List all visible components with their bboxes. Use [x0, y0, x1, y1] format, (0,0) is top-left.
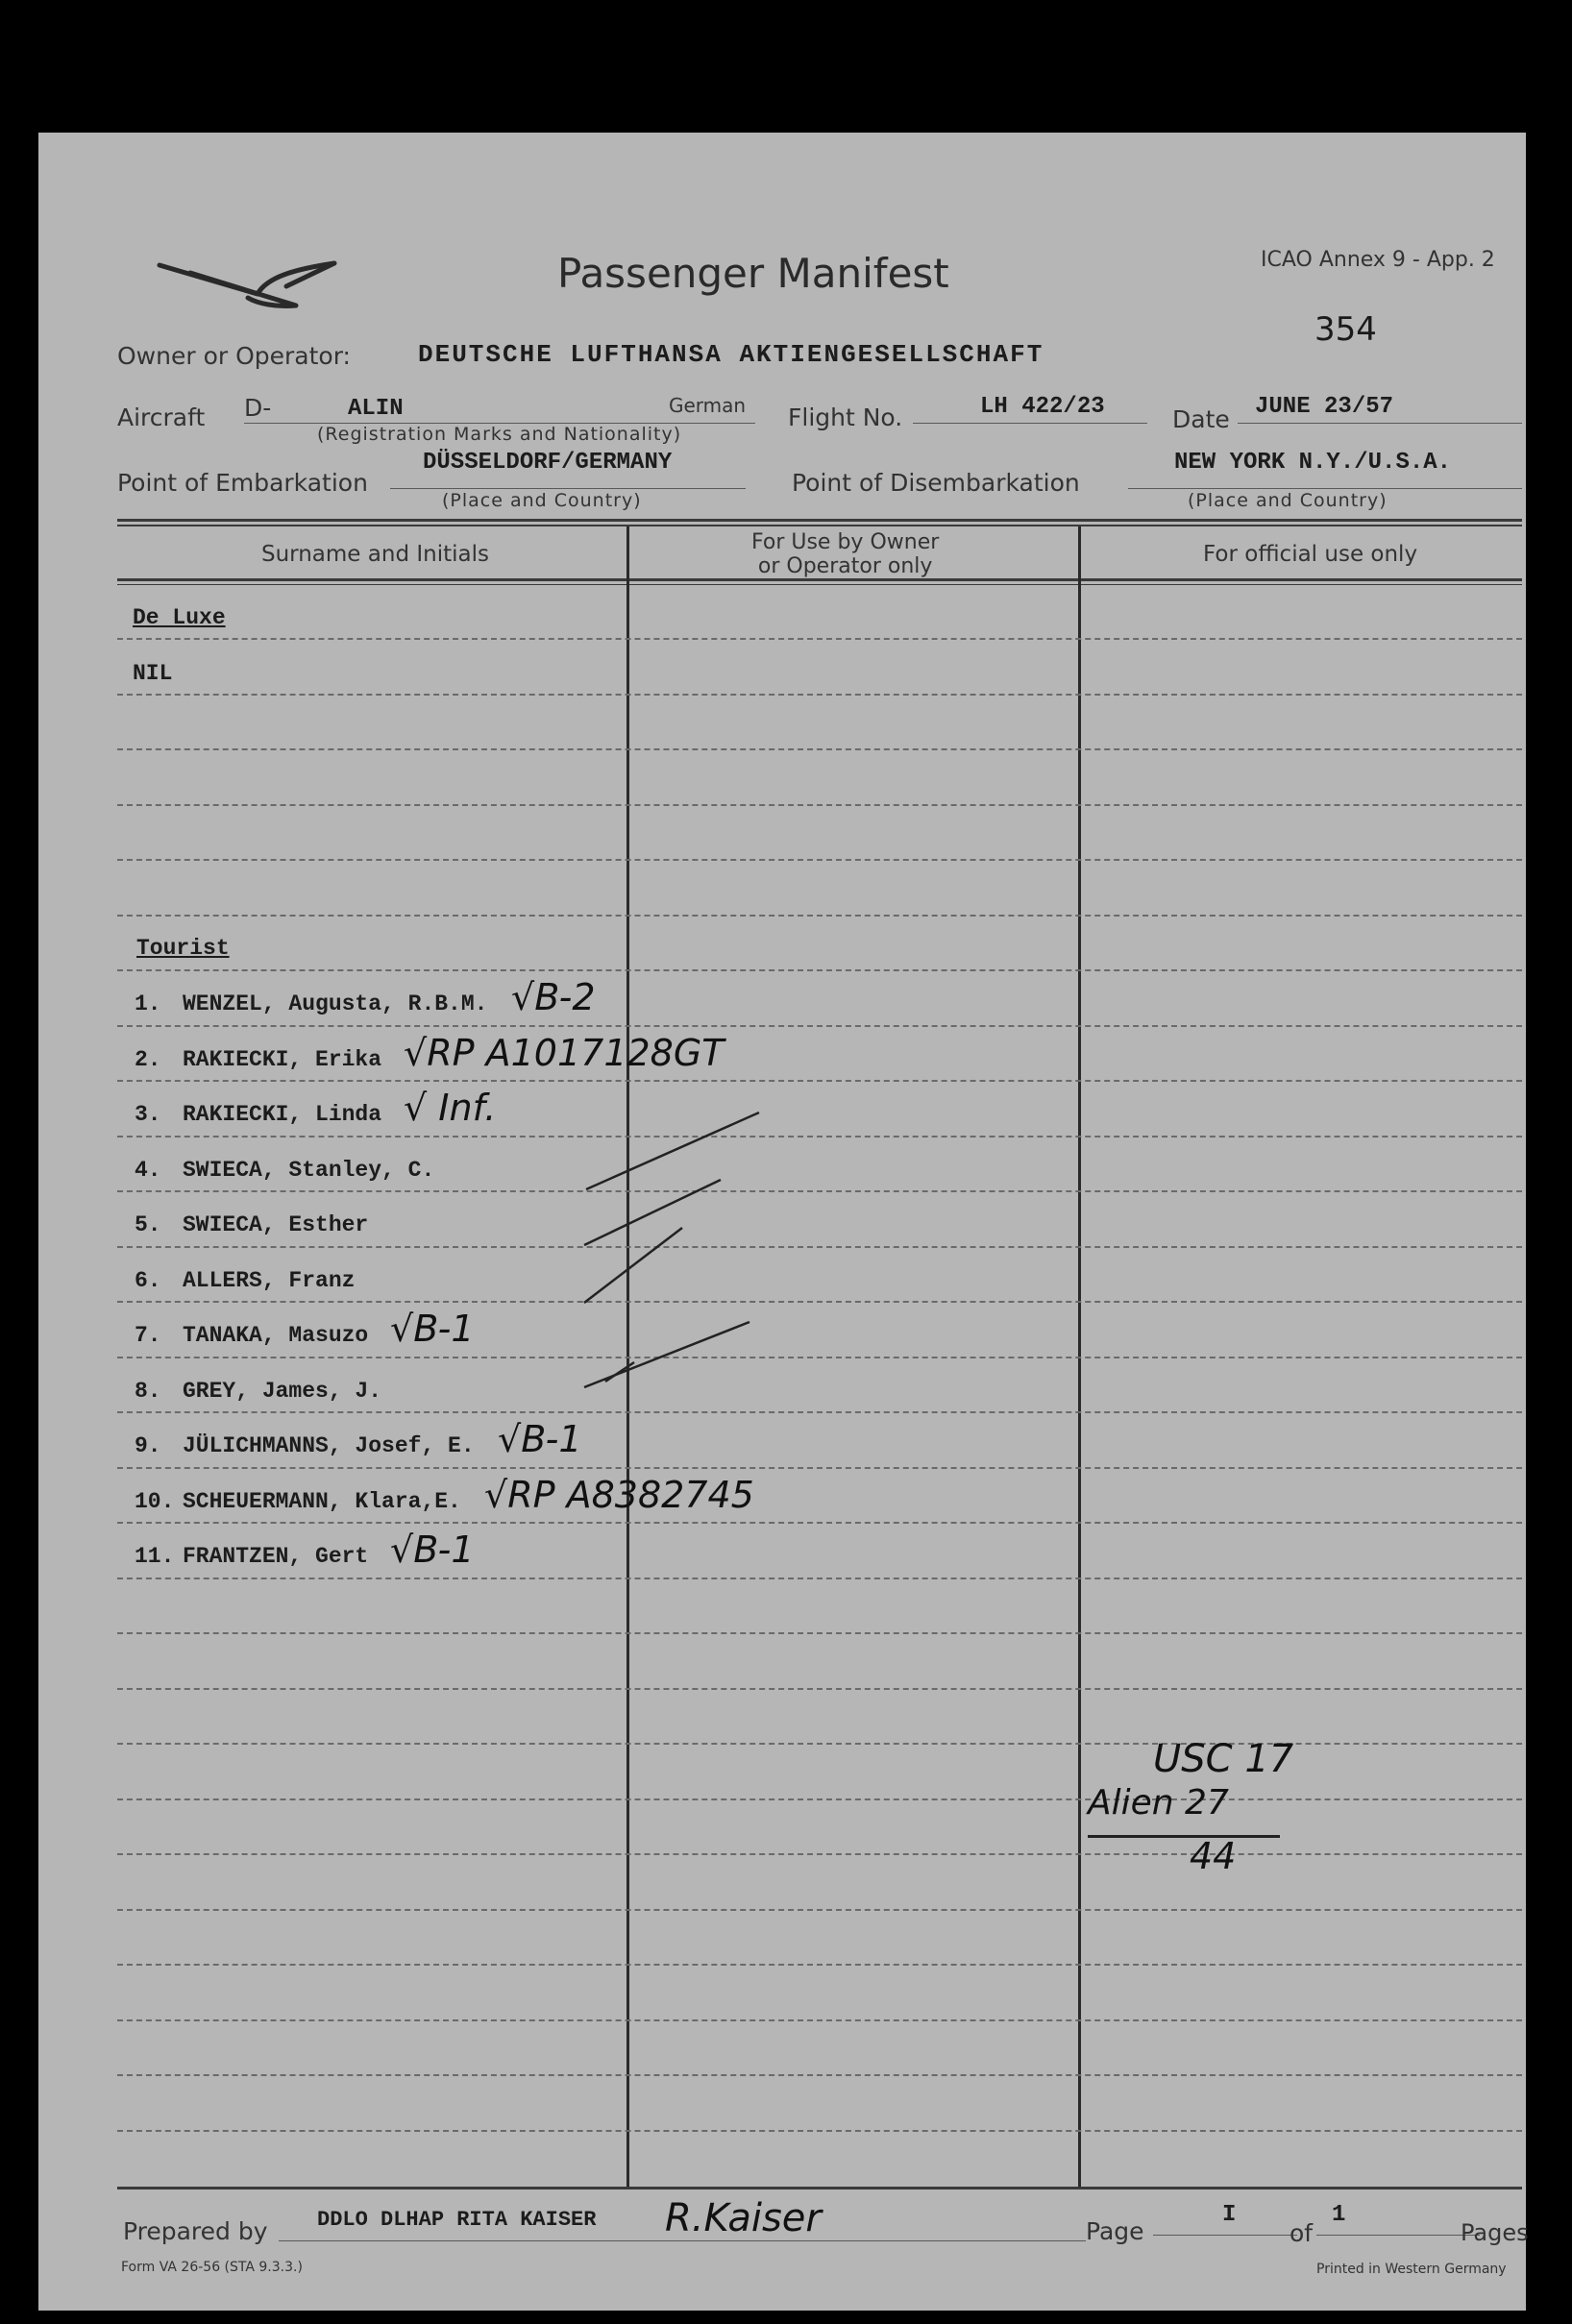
row-rule	[117, 1853, 1522, 1855]
date-value: JUNE 23/57	[1255, 394, 1394, 420]
row-rule	[117, 1080, 1522, 1082]
official-tally-usc: USC 17	[1153, 1737, 1294, 1781]
page-value: I	[1222, 2202, 1237, 2228]
passenger-handwritten-note: √RP A8382745	[484, 1474, 754, 1516]
icao-reference: ICAO Annex 9 - App. 2	[1261, 248, 1495, 272]
passenger-handwritten-note: √B-2	[511, 976, 596, 1018]
aircraft-label: Aircraft	[117, 404, 206, 431]
passenger-number: 4.	[135, 1158, 161, 1183]
row-rule	[117, 1909, 1522, 1911]
preparer-signature: R.Kaiser	[665, 2196, 822, 2240]
disembarkation-value: NEW YORK N.Y./U.S.A.	[1174, 450, 1452, 476]
document-number: 354	[1314, 310, 1377, 349]
row-rule	[117, 1688, 1522, 1690]
column-header-official: For official use only	[1203, 542, 1418, 567]
row-rule	[117, 915, 1522, 917]
passenger-name: SCHEUERMANN, Klara,E.	[183, 1489, 461, 1514]
passenger-name: ALLERS, Franz	[183, 1268, 356, 1293]
section-tourist: Tourist	[136, 936, 230, 961]
aircraft-caption: (Registration Marks and Nationality)	[317, 424, 682, 445]
row-rule	[117, 1246, 1522, 1248]
passenger-name: RAKIECKI, Linda	[183, 1102, 382, 1127]
date-label: Date	[1172, 405, 1230, 433]
passenger-number: 2.	[135, 1047, 161, 1072]
passenger-number: 11.	[135, 1544, 175, 1569]
embarkation-label: Point of Embarkation	[117, 469, 368, 497]
row-rule	[117, 2074, 1522, 2076]
pages-label: Pages	[1461, 2219, 1529, 2246]
passenger-handwritten-note: √ Inf.	[404, 1087, 497, 1129]
row-rule	[117, 1743, 1522, 1745]
section-deluxe: De Luxe	[133, 605, 226, 630]
row-rule	[117, 1578, 1522, 1579]
passenger-name: RAKIECKI, Erika	[183, 1047, 382, 1072]
passenger-handwritten-note: √B-1	[498, 1418, 582, 1460]
printed-note: Printed in Western Germany	[1316, 2262, 1507, 2277]
row-rule	[117, 1964, 1522, 1966]
official-tally-total: 44	[1190, 1835, 1237, 1877]
row-rule	[117, 1798, 1522, 1800]
lufthansa-crane-logo	[152, 248, 363, 325]
manifest-sheet	[38, 133, 1529, 2311]
row-rule	[117, 2019, 1522, 2021]
passenger-name: SWIECA, Esther	[183, 1212, 369, 1237]
row-rule	[117, 1025, 1522, 1027]
flight-label: Flight No.	[788, 404, 903, 431]
passenger-handwritten-note: √B-1	[390, 1529, 475, 1571]
owner-value: DEUTSCHE LUFTHANSA AKTIENGESELLSCHAFT	[418, 340, 1044, 369]
aircraft-registration: ALIN	[348, 396, 404, 422]
prepared-by-value: DDLO DLHAP RITA KAISER	[317, 2208, 597, 2232]
passenger-number: 7.	[135, 1323, 161, 1348]
of-value: 1	[1332, 2202, 1346, 2228]
passenger-name: WENZEL, Augusta, R.B.M.	[183, 991, 488, 1016]
row-rule	[117, 804, 1522, 806]
disembarkation-caption: (Place and Country)	[1188, 490, 1388, 511]
passenger-number: 8.	[135, 1379, 161, 1404]
passenger-handwritten-note: √B-1	[390, 1308, 475, 1350]
row-rule	[117, 748, 1522, 750]
row-rule	[117, 1357, 1522, 1358]
aircraft-nationality: German	[669, 394, 747, 417]
row-rule	[117, 2130, 1522, 2132]
passenger-number: 1.	[135, 991, 161, 1016]
flight-number: LH 422/23	[980, 394, 1105, 420]
passenger-number: 10.	[135, 1489, 175, 1514]
passenger-handwritten-note: √RP A1017128GT	[404, 1032, 725, 1074]
row-rule	[117, 694, 1522, 696]
check-slash-marks	[577, 1093, 807, 1554]
of-label: of	[1290, 2219, 1314, 2247]
official-tally-alien: Alien 27	[1088, 1783, 1229, 1823]
row-rule	[117, 1301, 1522, 1303]
row-rule	[117, 638, 1522, 640]
row-rule	[117, 1411, 1522, 1413]
owner-label: Owner or Operator:	[117, 342, 351, 370]
passenger-name: TANAKA, Masuzo	[183, 1323, 369, 1348]
passenger-number: 3.	[135, 1102, 161, 1127]
passenger-number: 6.	[135, 1268, 161, 1293]
passenger-name: GREY, James, J.	[183, 1379, 382, 1404]
column-header-operator: For Use by Owner or Operator only	[751, 530, 940, 578]
passenger-name: SWIECA, Stanley, C.	[183, 1158, 435, 1183]
row-rule	[117, 1136, 1522, 1138]
row-rule	[117, 1467, 1522, 1469]
row-rule	[117, 1190, 1522, 1192]
row-rule	[117, 1522, 1522, 1524]
page-label: Page	[1086, 2217, 1144, 2245]
embarkation-caption: (Place and Country)	[442, 490, 642, 511]
embarkation-value: DÜSSELDORF/GERMANY	[423, 450, 673, 476]
passenger-name: FRANTZEN, Gert	[183, 1544, 369, 1569]
passenger-number: 9.	[135, 1433, 161, 1458]
page-title: Passenger Manifest	[557, 250, 949, 297]
deluxe-entry: NIL	[133, 661, 173, 686]
prepared-by-label: Prepared by	[123, 2217, 268, 2245]
disembarkation-label: Point of Disembarkation	[792, 469, 1080, 497]
column-header-surname: Surname and Initials	[261, 542, 489, 567]
row-rule	[117, 969, 1522, 971]
aircraft-prefix: D-	[244, 394, 272, 422]
row-rule	[117, 859, 1522, 861]
form-code: Form VA 26-56 (STA 9.3.3.)	[121, 2260, 303, 2275]
passenger-number: 5.	[135, 1212, 161, 1237]
passenger-name: JÜLICHMANNS, Josef, E.	[183, 1433, 475, 1458]
row-rule	[117, 1632, 1522, 1634]
